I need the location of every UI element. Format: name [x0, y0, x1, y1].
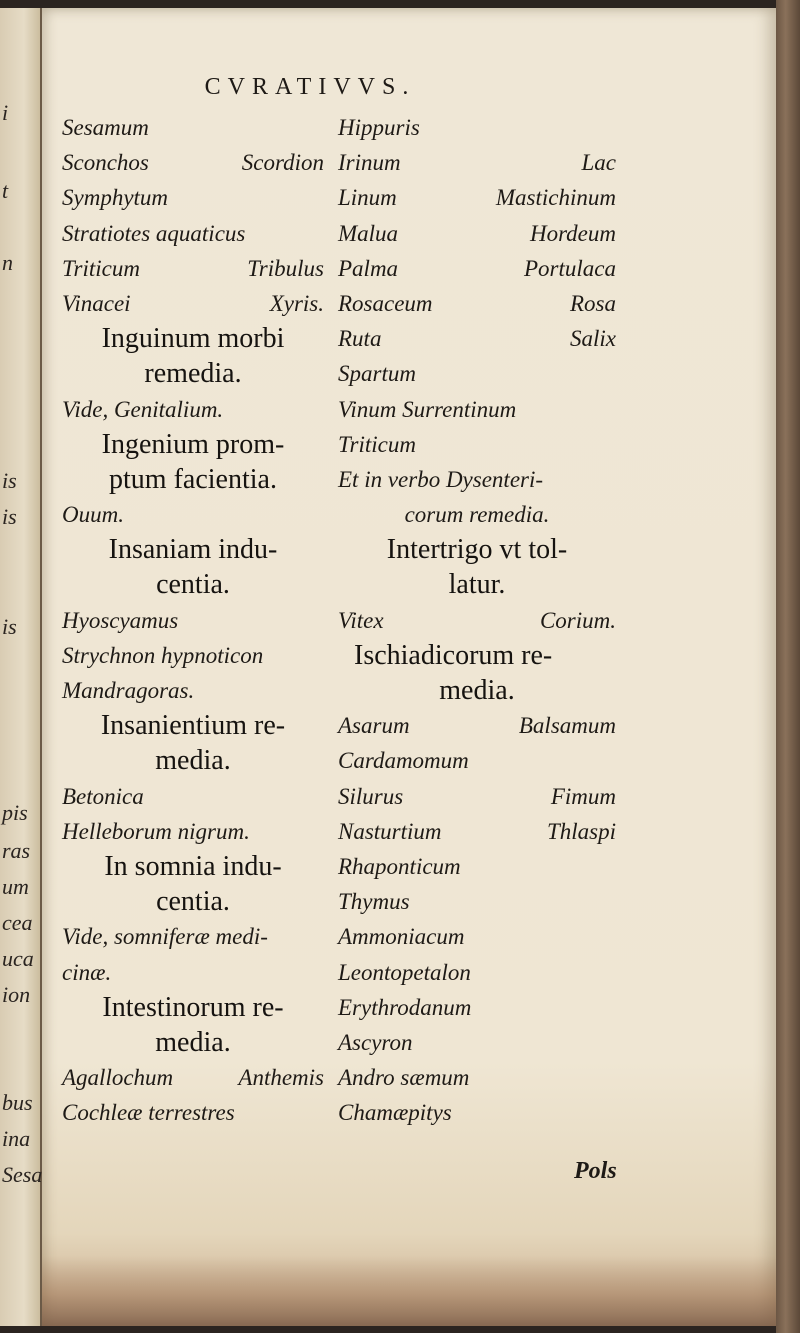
margin-fragment: is [2, 468, 17, 493]
index-entry: Leontopetalon [338, 959, 471, 985]
left-column [62, 110, 324, 1130]
margin-fragment: pis [2, 800, 28, 825]
index-entry: Symphytum [62, 185, 169, 211]
section-heading: Intertrigo vt tol- [386, 534, 568, 566]
index-entry: Thlaspi [546, 818, 616, 844]
index-entry: Xyris. [269, 290, 324, 316]
index-entry: Scordion [241, 150, 324, 176]
section-heading: media. [155, 745, 231, 777]
index-entry-pair [62, 145, 324, 180]
index-entry: Corium. [539, 607, 616, 633]
water-stain [42, 1256, 776, 1326]
index-entry: Agallochum [62, 1065, 174, 1091]
section-heading: latur. [448, 569, 506, 601]
index-entry: cinæ. [62, 959, 112, 985]
index-entry: Tribulus [247, 255, 324, 281]
index-entry-pair [338, 145, 616, 180]
section-heading: media. [439, 675, 515, 706]
section-heading: Ingenium prom- [101, 428, 285, 460]
margin-fragment: is [2, 614, 17, 639]
index-entry: Vide, somniferæ medi- [62, 924, 268, 950]
margin-fragment: n [2, 250, 13, 275]
index-entry-pair [338, 251, 616, 286]
section-heading: media. [155, 1026, 231, 1058]
margin-fragment: um [2, 874, 29, 899]
index-entry: Cochleæ terrestres [62, 1100, 235, 1126]
index-entry: Vitex [338, 607, 384, 633]
margin-fragment: t [2, 178, 9, 203]
section-heading: In somnia indu- [104, 850, 282, 882]
margin-fragment: ras [2, 838, 31, 863]
index-entry-pair [338, 286, 616, 321]
index-entry: Lac [581, 150, 616, 176]
index-entry: Hippuris [338, 115, 420, 140]
index-entry: Asarum [338, 713, 410, 739]
index-entry: Rosaceum [338, 290, 433, 316]
margin-fragment: ion [2, 982, 31, 1007]
margin-fragment: cea [2, 910, 33, 935]
index-entry: Ruta [338, 326, 382, 352]
index-entry-pair [338, 814, 616, 849]
index-entry: Ammoniacum [338, 924, 465, 950]
index-entry: Ascyron [338, 1029, 413, 1055]
index-entry: Cardamomum [338, 748, 469, 774]
catchword: Pols [574, 1158, 617, 1184]
section-heading: centia. [156, 569, 230, 601]
index-entry: Vinacei [62, 290, 131, 316]
index-entry-pair [338, 216, 616, 251]
index-entry: Rhaponticum [338, 853, 461, 879]
index-entry: corum remedia. [404, 502, 550, 528]
index-entry: Portulaca [524, 255, 616, 281]
index-entry: Rosa [570, 290, 616, 316]
margin-fragment: i [2, 100, 9, 125]
index-entry: Anthemis [238, 1065, 324, 1091]
margin-fragment: bus [2, 1090, 33, 1115]
index-entry: Chamæpitys [338, 1100, 452, 1126]
index-entry: Mandragoras. [62, 678, 195, 703]
index-entry: Hordeum [529, 220, 616, 246]
index-entry-pair [338, 708, 616, 743]
index-entry: Andro sæmum [338, 1065, 470, 1091]
index-entry: Thymus [338, 889, 410, 915]
margin-fragment: ina [2, 1126, 31, 1151]
section-heading: Ischiadicorum re- [354, 639, 553, 671]
index-entry: Ouum. [62, 502, 124, 528]
index-entry: Fimum [550, 783, 616, 809]
index-entry: Betonica [62, 783, 144, 809]
index-entry-pair [62, 286, 324, 321]
index-entry: Triticum [338, 431, 416, 457]
index-entry: Stratiotes aquaticus [62, 220, 246, 246]
margin-fragment: uca [2, 946, 34, 971]
index-entry-pair [338, 779, 616, 814]
book-binding-edge [776, 0, 800, 1333]
index-entry: Sesamum [62, 115, 149, 140]
index-entry: Irinum [338, 150, 401, 176]
index-entry-pair [338, 321, 616, 356]
section-heading: ptum facientia. [109, 463, 277, 495]
index-entry-pair [62, 251, 324, 286]
index-entry: Erythrodanum [338, 994, 472, 1020]
index-entry: Vinum Surrentinum [338, 396, 517, 422]
index-entry: Vide, Genitalium. [62, 396, 224, 422]
index-entry: Palma [338, 255, 399, 281]
facing-page-edge [0, 8, 42, 1326]
right-column [338, 110, 616, 1130]
index-entry: Linum [338, 185, 397, 211]
section-heading: Insanientium re- [100, 710, 286, 742]
index-entry: Triticum [62, 255, 140, 281]
section-heading: Intestinorum re- [102, 991, 284, 1023]
index-entry-pair [338, 180, 616, 215]
index-entry: Nasturtium [338, 818, 442, 844]
running-head: CVRATIVVS. [204, 74, 416, 100]
index-entry: Salix [570, 326, 616, 352]
section-heading: Insaniam indu- [108, 534, 278, 566]
index-entry: Helleborum nigrum. [62, 818, 250, 844]
index-entry: Hyoscyamus [62, 607, 179, 633]
index-entry: Malua [338, 220, 399, 246]
section-heading: remedia. [144, 358, 242, 390]
section-heading: centia. [156, 886, 230, 918]
section-heading: Inguinum morbi [101, 323, 285, 355]
margin-fragment: is [2, 504, 17, 529]
index-entry: Mastichinum [495, 185, 616, 211]
index-entry-pair [62, 1060, 324, 1095]
index-entry: Et in verbo Dysenteri- [338, 466, 544, 492]
index-entry: Spartum [338, 361, 416, 387]
index-entry: Balsamum [518, 713, 616, 739]
index-entry: Sconchos [62, 150, 149, 176]
index-entry-pair [338, 603, 616, 638]
index-entry: Strychnon hypnoticon [62, 642, 264, 668]
index-entry: Silurus [338, 783, 404, 809]
margin-fragment: Sesa [2, 1162, 43, 1187]
